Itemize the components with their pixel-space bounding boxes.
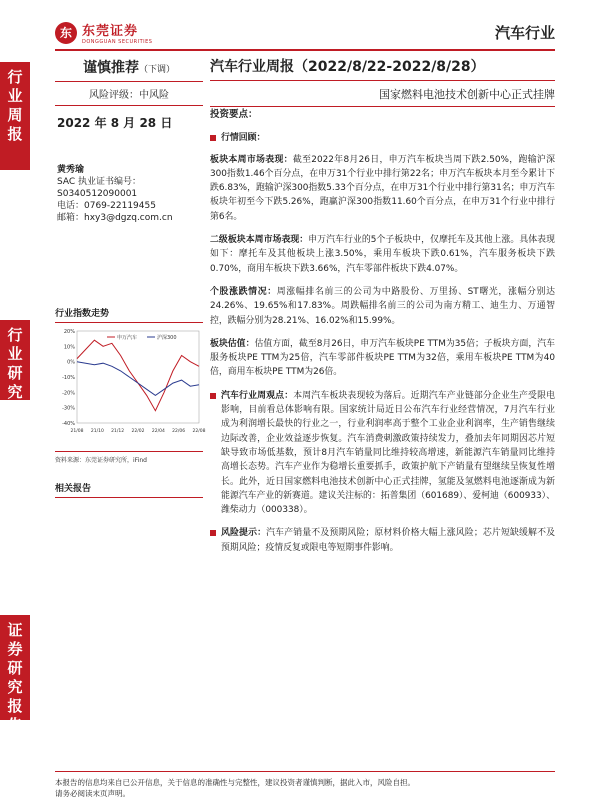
logo-mark-icon: 东 (55, 22, 77, 44)
x-tick-label: 21/12 (111, 429, 125, 434)
index-chart-section (55, 306, 206, 464)
sidebar-text-3: 证券研究报告 (7, 621, 23, 734)
y-tick-label: 0% (67, 359, 75, 366)
bullet-label: 行情回顾： (221, 133, 266, 144)
para-text: 估值方面，截至8月26日，申万汽车板块PE TTM为35倍；子板块方面，汽车服务板块PE TTM为25倍，汽车零部件板块PE TTM为32倍，乘用车板块PE TTM为40倍，商用车板块PE TTM为26倍。 (210, 338, 555, 378)
report-subtitle: 国家燃料电池技术创新中心正式挂牌 (210, 81, 555, 107)
related-title: 相关报告 (55, 481, 203, 498)
y-tick-label: -40% (62, 421, 75, 427)
analyst-email[interactable]: 邮箱：hxy3@dgzq.com.cn (57, 213, 173, 223)
para-sub-sector (210, 233, 555, 276)
x-tick-label: 22/06 (172, 429, 186, 434)
para-risk (210, 526, 555, 555)
sidebar-label-weekly (0, 62, 30, 170)
rating-value: 谨慎推荐 (82, 60, 139, 76)
analyst-name: 黄秀瑜 (57, 165, 85, 175)
bullet-square-icon (210, 393, 216, 399)
para-label: 风险提示： (221, 528, 267, 539)
bullet-square-icon (210, 530, 216, 536)
points-heading: 投资要点： (210, 109, 258, 120)
rating (55, 55, 203, 82)
index-chart (55, 323, 206, 443)
para-valuation (210, 337, 555, 380)
report-body (210, 108, 555, 564)
sidebar-text-2: 行业研究 (7, 326, 23, 401)
sidebar-label-report (0, 615, 30, 734)
header-divider (55, 49, 555, 51)
para-sector-performance (210, 153, 555, 224)
footer-disclaimer: 本报告的信息均来自已公开信息，关于信息的准确性与完整性，建议投资者谨慎判断，据此入市，风险自担。 (55, 778, 415, 787)
para-label: 汽车行业周观点： (221, 390, 294, 401)
legend-label: 沪深300 (157, 335, 177, 341)
report-title: 汽车行业周报（2022/8/22-2022/8/28） (210, 56, 555, 81)
logo-text-cn: 东莞证券 (82, 24, 139, 39)
sidebar (0, 0, 30, 800)
x-tick-label: 22/02 (131, 429, 145, 434)
company-logo (55, 20, 152, 45)
report-date: 2022 年 8 月 28 日 (57, 116, 173, 130)
header-industry: 汽车行业 (494, 24, 555, 42)
chart-frame (77, 331, 199, 423)
analyst-info (55, 164, 203, 224)
y-tick-label: -30% (62, 405, 75, 412)
para-label: 个股涨跌情况： (210, 286, 277, 297)
para-label: 板块估值： (210, 338, 255, 349)
y-tick-label: -20% (62, 390, 75, 397)
para-label: 二级板块本周市场表现： (210, 235, 309, 246)
para-weekly-view (210, 389, 555, 518)
page-header (55, 18, 555, 48)
chart-source: 资料来源：东莞证券研究所，iFind (55, 451, 203, 464)
related-reports (55, 481, 203, 498)
risk-level: 风险评级：中风险 (55, 82, 203, 106)
cert-label: SAC 执业证书编号： (57, 177, 142, 187)
x-tick-label: 22/04 (151, 429, 165, 434)
para-text: 申万汽车行业的5个子板块中，仅摩托车及其他上涨。具体表现如下：摩托车及其他板块上涨3.50%，乘用车板块下跌0.61%，汽车服务板块下跌0.70%，商用车板块下跌3.66%，汽车零部件板块下跌4.07%。 (210, 235, 555, 274)
logo-text-en: DONGGUAN SECURITIES (82, 39, 153, 45)
y-tick-label: -10% (62, 375, 75, 381)
x-tick-label: 21/08 (70, 429, 84, 434)
title-area (210, 56, 555, 107)
x-tick-label: 22/08 (192, 429, 206, 434)
y-tick-label: 20% (63, 329, 75, 335)
para-text: 汽车产销量不及预期风险；原材料价格大幅上涨风险；芯片短缺缓解不及预期风险；疫情反复或限电等短期事件影响。 (221, 528, 555, 553)
para-text: 本周汽车板块表现较为落后。近期汽车产业链部分企业生产受限电影响，目前看总体影响有限。国家统计局近日公布汽车行业经营情况，7月汽车行业成为利润增长最快的行业之一，行业利润率高于整个工业企业利润率，生产销售继续边际改善，企业效益逐步恢复。汽车消费刺激政策持续发力，叠加去年同期因芯片短缺导致市场低基数，预计8月汽车销量同比维持较高增速，新能源汽车销量同比维持高增长态势。汽车产业作为稳增长重要抓手，政策护航下产销量有望继续呈恢复性增长。此外，近日国家燃料电池技术创新中心正式挂牌，氢能及氢燃料电池逐渐成为新能源汽车产业的新赛道。建议关注标的：拓普集团（601689）、爱柯迪（600933）、潍柴动力（000338）。 (221, 390, 555, 516)
chart-title: 行业指数走势 (55, 306, 203, 323)
sidebar-label-research (0, 320, 30, 400)
analyst-phone: 电话：0769-22119455 (57, 201, 156, 211)
page-footer (55, 771, 555, 799)
sidebar-text-1: 行业周报 (7, 68, 23, 143)
y-tick-label: 10% (63, 344, 75, 351)
bullet-market-review (210, 131, 555, 145)
para-text: 截至2022年8月26日，申万汽车板块当周下跌2.50%，跑输沪深300指数1.46个百分点，在申万31个行业中排行第22名；申万汽车板块本月至今累计下跌6.83%，跑输沪深300指数5.33个百分点，在申万31个行业中排行第31名；申万汽车板块年初至今下跌5.26%，跑赢沪深300指数11.60个百分点，在申万31个行业中排行第6名。 (210, 154, 556, 222)
cert-number: S0340512090001 (57, 189, 138, 199)
para-stocks (210, 285, 555, 328)
para-text: 周涨幅排名前三的公司为中路股份、万里扬、ST曙光，涨幅分别达24.26%、19.65%和17.83%。周跌幅排名前三的公司为南方精工、迪生力、万通智控，跌幅分别为28.21%、16.02%和15.99%。 (210, 286, 555, 326)
series-line (77, 362, 199, 396)
x-tick-label: 21/10 (90, 429, 104, 434)
left-column (55, 55, 203, 224)
legend-label: 申万汽车 (117, 335, 138, 341)
series-line (77, 340, 199, 411)
bullet-square-icon (210, 135, 216, 141)
para-label: 板块本周市场表现： (210, 154, 293, 165)
rating-note: （下调） (138, 65, 175, 75)
footer-note: 请务必阅读末页声明。 (55, 789, 130, 798)
